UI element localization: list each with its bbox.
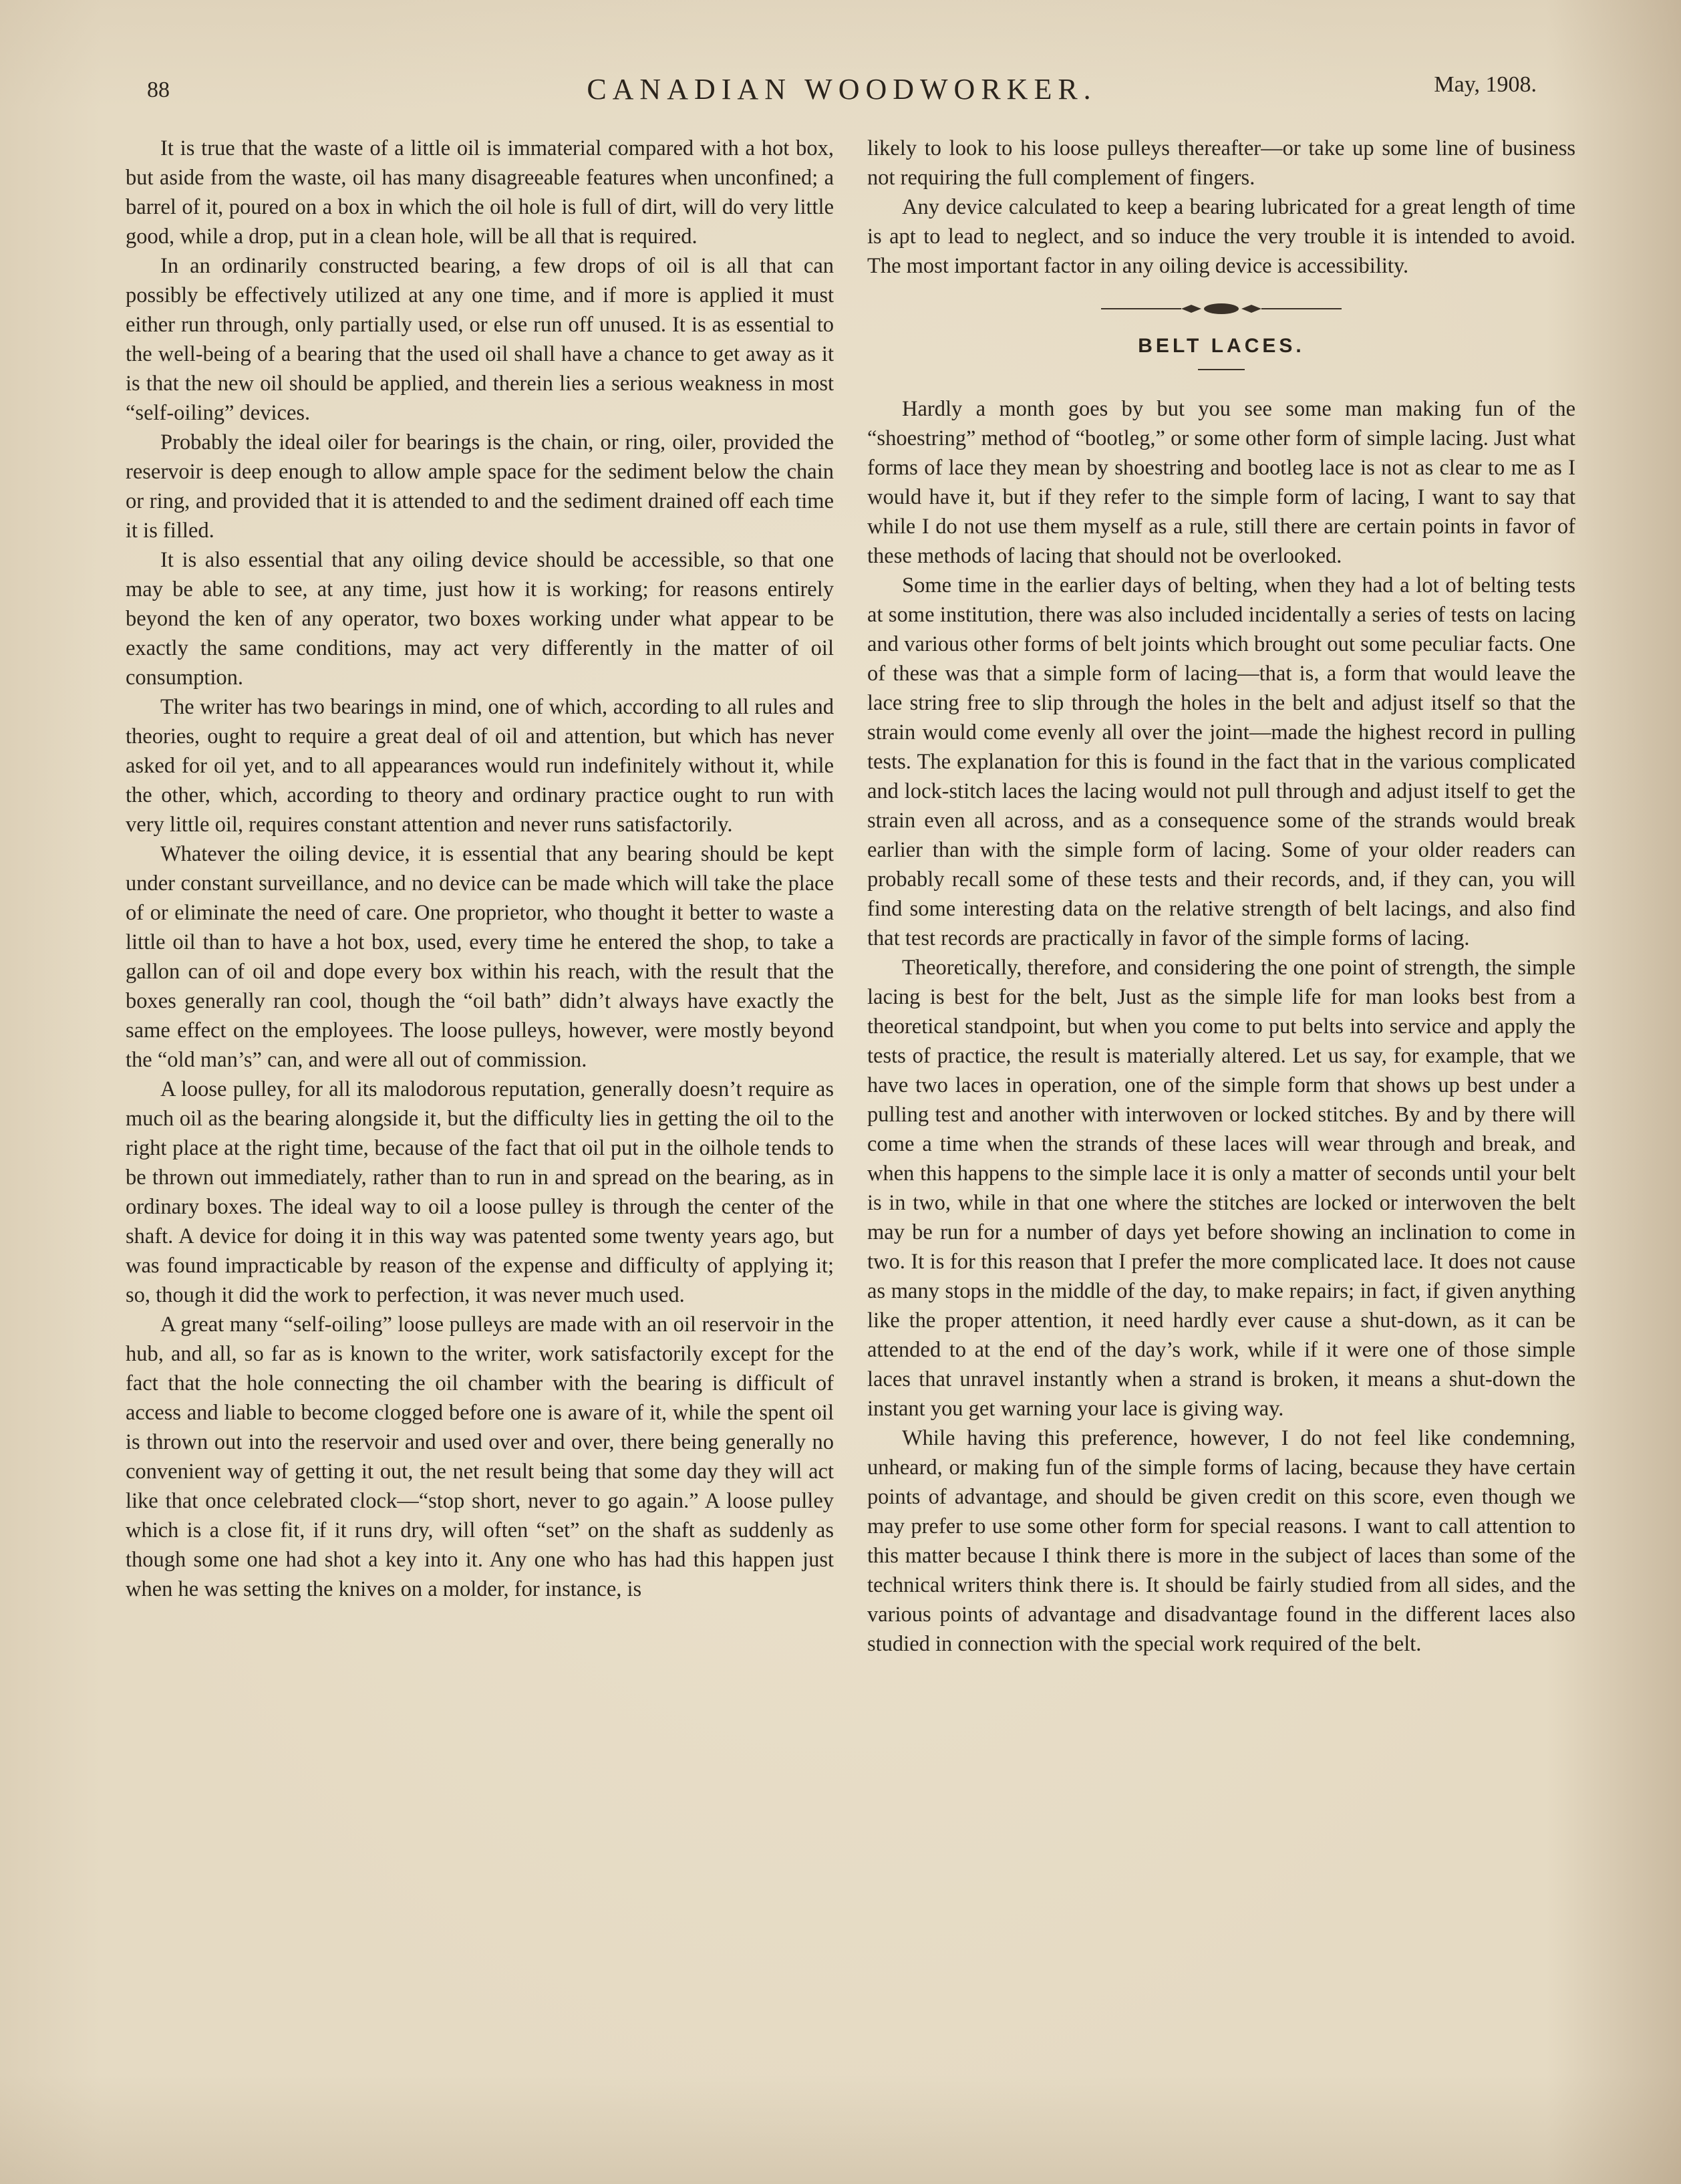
article-paragraph: The writer has two bearings in mind, one of which, according to all rules and theories, ought to require a great deal of oil and attention, but which has never asked for oil yet, and to all appearances would run indefinitely without it, while the other, which, according to theory and ordinary practice ought to run with very little oil, requires constant attention and never runs satisfactorily.	[126, 695, 834, 837]
title-underline	[1198, 369, 1245, 370]
article-paragraph: Theoretically, therefore, and considering the one point of strength, the simple lacing is best for the belt, Just as the simple life for man looks best from a theoretical standpoint, but when you come to put belts into service and apply the tests of practice, the result is materially altered. Let us say, for example, that we have two laces in operation, one of the simple form that shows up best under a pulling test and another with interwoven or locked stitches. By and by there will come a time when the strands of these laces will wear through and break, and when this happens to the simple lace it is only a matter of seconds until your belt is in two, while in that one where the stitches are locked or interwoven the belt may be run for a number of days yet before showing an inclination to come in two. It is for this reason that I prefer the more complicated lace. It does not cause as many stops in the middle of the day, to make repairs; in fact, if given anything like the proper attention, it need hardly ever cause a shut-down, as it can be attended to at the end of the day’s work, while if it were one of those simple laces that unravel instantly when a strand is broken, it means a shut-down the instant you get warning your lace is giving way.	[867, 956, 1575, 1421]
article-paragraph: It is also essential that any oiling device should be accessible, so that one may be able to see, at any time, just how it is working; for reasons entirely beyond the ken of any operator, two boxes working under what appear to be exactly the same conditions, may act very differently in the matter of oil consumption.	[126, 548, 834, 690]
article-paragraph: A great many “self-oiling” loose pulleys are made with an oil reservoir in the hub, and all, so far as is known to the writer, work satisfactorily except for the fact that the hole connecting the oil chamber with the bearing is difficult of access and liable to become clogged before one is aware of it, while the spent oil is thrown out into the reservoir and used over and over, there being generally no convenient way of getting it out, the net result being that some day they will act like that once celebrated clock—“stop short, never to go again.” A loose pulley which is a close fit, if it runs dry, will often “set” on the shaft as suddenly as though some one had shot a key into it. Any one who has had this happen just when he was setting the knives on a molder, for instance, is	[126, 1313, 834, 1601]
left-column	[126, 134, 834, 1604]
article-paragraph: Whatever the oiling device, it is essential that any bearing should be kept under constant surveillance, and no device can be made which will take the place of or eliminate the need of care. One proprietor, who thought it better to waste a little oil than to have a hot box, used, every time he entered the shop, to take a gallon can of oil and dope every box within his reach, with the result that the boxes generally ran cool, though the “oil bath” didn’t always have exactly the same effect on the employees. The loose pulleys, however, were mostly beyond the “old man’s” can, and were all out of commission.	[126, 842, 834, 1072]
publication-title: CANADIAN WOODWORKER.	[587, 73, 1097, 106]
section-title: BELT LACES.	[1138, 335, 1305, 357]
article-paragraph: A loose pulley, for all its malodorous reputation, generally doesn’t require as much oil as the bearing alongside it, but the difficulty lies in getting the oil to the right place at the right time, because of the fact that oil put in the oilhole tends to be thrown out immediately, rather than to run in and spread on the bearing, as in ordinary boxes. The ideal way to oil a loose pulley is through the center of the shaft. A device for doing it in this way was patented some twenty years ago, but was found impracticable by reason of the expense and difficulty of applying it; so, though it did the work to perfection, it was never much used.	[126, 1077, 834, 1307]
right-column	[867, 134, 1575, 1659]
continued-paragraph: likely to look to his loose pulleys thereafter—or take up some line of business not requiring the full complement of fingers.	[867, 136, 1575, 190]
article-paragraph: Hardly a month goes by but you see some man making fun of the “shoestring” method of “bootleg,” or some other form of simple lacing. Just what forms of lace they mean by shoestring and bootleg lace is not as clear to me as I would have it, but if they refer to the simple form of lacing, I want to say that while I do not use them myself as a rule, still there are certain points in favor of these methods of lacing that should not be overlooked.	[867, 397, 1575, 568]
ornament-rule-icon	[1101, 302, 1342, 315]
article-paragraph: It is true that the waste of a little oil is immaterial compared with a hot box, but aside from the waste, oil has many disagreeable features when unconfined; a barrel of it, poured on a box in which the oil hole is full of dirt, will do very little good, while a drop, put in a clean hole, will be all that is required.	[126, 136, 834, 249]
article-paragraph: Any device calculated to keep a bearing lubricated for a great length of time is apt to lead to neglect, and so induce the very trouble it is intended to avoid. The most important factor in any oiling device is accessibility.	[867, 195, 1575, 278]
section-divider-ornament	[867, 295, 1575, 322]
article-paragraph: Probably the ideal oiler for bearings is the chain, or ring, oiler, provided the reservoir is deep enough to allow ample space for the sediment below the chain or ring, and provided that it is attended to and the sediment drained off each time it is filled.	[126, 430, 834, 543]
article-paragraph: Some time in the earlier days of belting, when they had a lot of belting tests at some institution, there was also included incidentally a series of tests on lacing and various other forms of belt joints which brought out some peculiar facts. One of these was that a simple form of lacing—that is, a form that would leave the lace string free to slip through the holes in the belt and adjust itself so that the strain would come evenly all over the joint—made the highest record in pulling tests. The explanation for this is found in the fact that in the various complicated and lock-stitch laces the lacing would not pull through and adjust itself to get the strain even all across, and as a consequence some of the strands would break earlier than with the simple form of lacing. Some of your older readers can probably recall some of these tests and their records, and, if they can, you will find some interesting data on the relative strength of belt lacings, and also find that test records are practically in favor of the simple forms of lacing.	[867, 573, 1575, 950]
article-paragraph: In an ordinarily constructed bearing, a few drops of oil is all that can possibly be effectively utilized at any one time, and if more is applied it must either run through, only partially used, or else run off unused. It is as essential to the well-being of a bearing that the used oil shall have a chance to get away as it is that the new oil should be applied, and therein lies a serious weakness in most “self-oiling” devices.	[126, 254, 834, 425]
issue-date: May, 1908.	[1434, 72, 1537, 97]
article-paragraph: While having this preference, however, I do not feel like condemning, unheard, or making fun of the simple forms of lacing, because they have certain points of advantage, and should be given credit on this score, even though we may prefer to use some other form for special reasons. I want to call attention to this matter because I think there is more in the subject of laces than some of the technical writers think there is. It should be fairly studied from all sides, and the various points of advantage and disadvantage found in the different laces also studied in connection with the special work required of the belt.	[867, 1426, 1575, 1656]
page-number: 88	[147, 78, 170, 102]
page-header	[147, 72, 1537, 112]
